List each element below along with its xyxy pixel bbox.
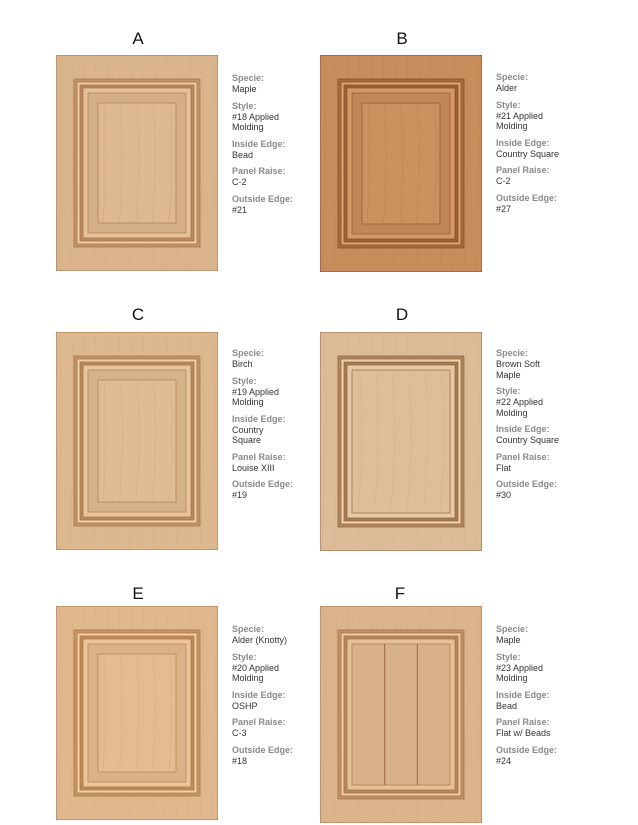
- spec-label: Panel Raise:: [232, 451, 286, 462]
- spec-label: Outside Edge:: [496, 744, 558, 755]
- spec-label: Outside Edge:: [496, 479, 558, 489]
- door-specs: [496, 72, 616, 220]
- spec-label: Outside Edge:: [232, 193, 294, 204]
- spec-label: Inside Edge:: [232, 689, 286, 700]
- spec-label: Style:: [232, 375, 257, 386]
- spec-label: Style:: [496, 386, 521, 396]
- spec-specie: Alder (Knotty): [232, 635, 288, 645]
- spec-label: Inside Edge:: [496, 689, 550, 700]
- spec-outside-edge: #18: [232, 755, 248, 766]
- spec-label: Style:: [232, 651, 257, 662]
- spec-style: #21 Applied Molding: [496, 110, 544, 131]
- spec-specie: Brown Soft Maple: [496, 359, 541, 380]
- spec-label: Outside Edge:: [232, 479, 294, 489]
- spec-label: Style:: [496, 99, 521, 110]
- door-image: [320, 606, 482, 823]
- spec-style: #23 Applied Molding: [496, 662, 544, 683]
- beaded-panel: [352, 644, 450, 785]
- spec-label: Inside Edge:: [496, 424, 550, 434]
- spec-label: Specie:: [496, 624, 529, 634]
- spec-inside-edge: Bead: [496, 700, 518, 711]
- spec-panel-raise: C-3: [232, 728, 247, 738]
- door-letter: B: [396, 29, 408, 48]
- spec-label: Outside Edge:: [232, 744, 294, 755]
- door-specs: [496, 624, 616, 772]
- spec-label: Panel Raise:: [232, 166, 286, 176]
- spec-panel-raise: C-2: [232, 177, 247, 187]
- spec-outside-edge: #21: [232, 204, 248, 215]
- door-letter: A: [132, 29, 144, 48]
- spec-style: #18 Applied Molding: [232, 111, 280, 132]
- door-letter: E: [132, 584, 144, 603]
- spec-inside-edge: Country Square: [496, 435, 560, 445]
- spec-label: Specie:: [232, 73, 265, 83]
- spec-outside-edge: #19: [232, 490, 248, 500]
- spec-specie: Birch: [232, 359, 253, 369]
- door-image: [56, 55, 218, 271]
- door-letter: D: [395, 305, 409, 324]
- spec-label: Outside Edge:: [496, 192, 558, 203]
- spec-specie: Alder: [496, 83, 518, 93]
- spec-label: Style:: [496, 651, 521, 662]
- spec-label: Panel Raise:: [232, 717, 286, 727]
- spec-style: #22 Applied Molding: [496, 397, 544, 418]
- spec-panel-raise: Flat w/ Beads: [496, 728, 551, 738]
- door-image: [320, 332, 482, 551]
- spec-inside-edge: Country Square: [232, 424, 264, 445]
- spec-inside-edge: Bead: [232, 149, 254, 160]
- spec-specie: Maple: [496, 635, 521, 645]
- spec-style: #20 Applied Molding: [232, 662, 280, 683]
- door-image: [320, 55, 482, 272]
- spec-label: Inside Edge:: [496, 137, 550, 148]
- spec-label: Inside Edge:: [232, 413, 286, 424]
- spec-outside-edge: #30: [496, 490, 512, 500]
- spec-inside-edge: Country Square: [496, 148, 560, 159]
- spec-label: Panel Raise:: [496, 451, 550, 462]
- spec-panel-raise: C-2: [496, 176, 511, 186]
- spec-label: Specie:: [232, 348, 265, 358]
- door-letter: C: [131, 305, 145, 324]
- spec-label: Panel Raise:: [496, 717, 550, 727]
- door-letter: F: [394, 584, 406, 603]
- spec-label: Specie:: [232, 624, 265, 634]
- spec-label: Inside Edge:: [232, 138, 286, 149]
- spec-outside-edge: #27: [496, 203, 512, 214]
- spec-label: Style:: [232, 100, 257, 111]
- door-specs: [496, 348, 616, 507]
- spec-panel-raise: Flat: [496, 462, 512, 473]
- door-image: [56, 332, 218, 550]
- spec-label: Panel Raise:: [496, 165, 550, 175]
- spec-panel-raise: Louise XIII: [232, 462, 275, 473]
- flat-panel: [352, 370, 450, 513]
- spec-outside-edge: #24: [496, 755, 512, 766]
- spec-specie: Maple: [232, 84, 257, 94]
- door-image: [56, 606, 218, 820]
- spec-style: #19 Applied Molding: [232, 386, 280, 407]
- spec-inside-edge: OSHP: [232, 700, 258, 711]
- spec-label: Specie:: [496, 348, 529, 358]
- spec-label: Specie:: [496, 72, 529, 82]
